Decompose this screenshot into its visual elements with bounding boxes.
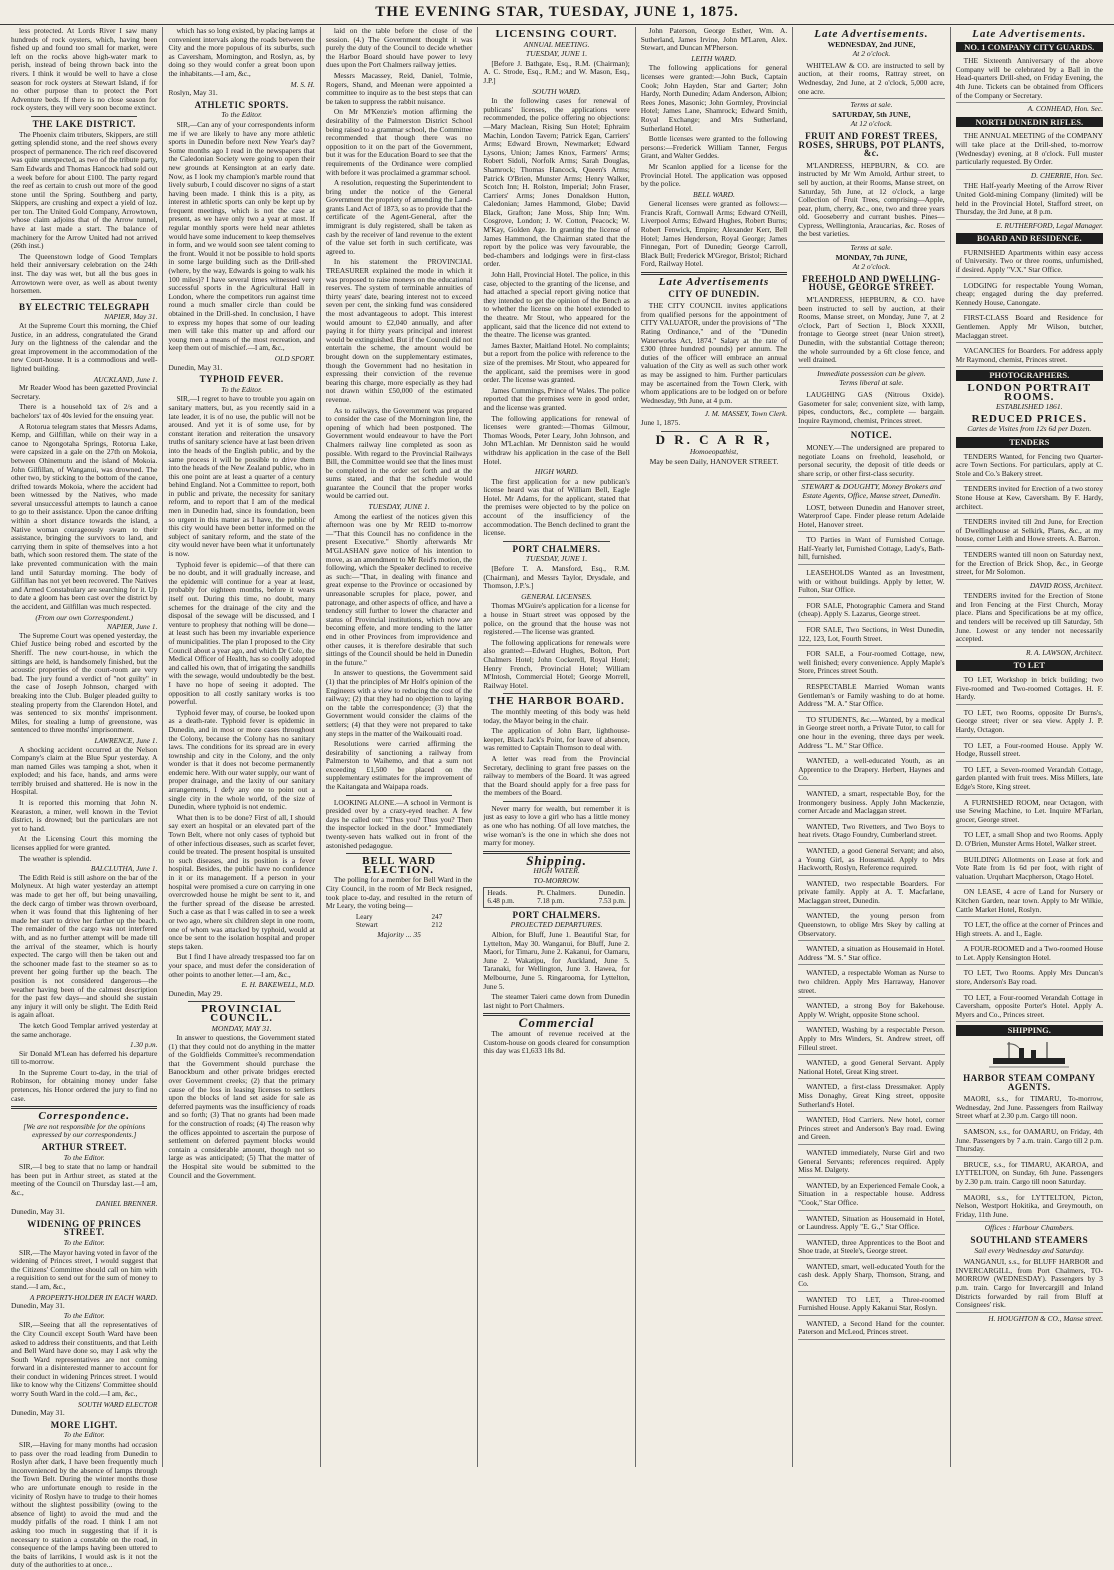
article-paragraph: The following applications for renewal of licenses were granted:—Thomas Gilmour, Thomas Woods, Peter Leary, John Johnson, and John M'Lachlan. Mr Denniston said he would withdraw his application in the case of the Bell Hotel. (483, 413, 630, 466)
advertisement: WANTED, a smart, respectable Boy, for the Ironmongery business. Apply John Mackenzie, corner Arcade and Maclaggan street. (798, 788, 944, 819)
letter-date: Roslyn, May 31. (168, 88, 218, 98)
subheading: HIGH WATER. (533, 866, 580, 876)
letter-heading: ARTHUR STREET. (41, 1142, 127, 1153)
divider (503, 693, 609, 694)
ad-date: SATURDAY, 5th JUNE, (832, 109, 911, 119)
letter-date: Dunedin, May 31. (11, 1301, 65, 1311)
letter-heading: WIDENING OF PRINCES STREET. (27, 1218, 142, 1238)
article-paragraph: As to railways, the Government was prepared to consider the case of the Mornington line, the opening of which had been postponed. The Government would endeavour to have the Port Chalmers railway line completed as soon as possible. With regard to the Provincial Railways Bill, the Committee would see that the lines must be completed in the order set forth and at the sums stated, and that the schedule would guarantee the Council that the proper works would be carried out. (325, 405, 473, 501)
advertisement: WANTED, Hod Carriers. New hotel, corner Princes street and Anderson's Bay road. Ewing and Green. (798, 1114, 944, 1145)
article-paragraph: [Before J. Bathgate, Esq., R.M. (Chairman); A. C. Strode, Esq., R.M.; and W. Mason, Esq., J.P.] (483, 58, 630, 85)
advertisement: FOR SALE, a Four-roomed Cottage, new, well finished; every convenience. Apply Maple's Store, Princes street South. (798, 648, 944, 679)
dateline: TUESDAY, JUNE 1. (525, 554, 588, 564)
heading-port-chalmers-shipping: PORT CHALMERS. (512, 909, 601, 920)
advertisement: FOR SALE, Two Sections, in West Dunedin, 122, 123, Lot, Fourth Street. (798, 624, 944, 646)
advertisement: TO STUDENTS, &c.—Wanted, by a medical in George street north, a Private Tutor, to call for one hour in the evening, three days per week. Address "L. M." Star Office. (798, 714, 944, 753)
advertisement: WANTED, smart, well-educated Youth for the cash desk. Apply Sharp, Thomson, Strang, and Co. (798, 1261, 944, 1292)
article-paragraph: The Edith Reid is still ashore on the bar of the Molyneux. At high water yesterday an attempt was made to get her off, but being unavailing, the deck cargo of timber was thrown overboard, when it was found that this lightening of her made her start to drive her farther up the beach. The remainder of the cargo was not interfered with, and as no further attempt will be made till the arrival of the steamer, which is hourly expected. The cargo will then be taken out and the schooner made fast to the steamer so as to prevent her going further up the beach. The position is not considered dangerous—the weather having been of the calmest description for the past few days—and should she sustain any injury it will only be slight. The Edith Reid is again afloat. (11, 872, 158, 1020)
advertisement: A FOUR-ROOMED and a Two-roomed House to Let. Apply Kensington Hotel. (956, 943, 1103, 965)
letter-signature: E. H. BAKEWELL, M.D. (241, 980, 315, 990)
advertisement: FURNISHED Apartments within easy access of University. Two or three rooms, unfurnished, if desired. Apply "V.X." Star Office. (956, 247, 1103, 278)
letter-date: Dunedin, May 29. (168, 988, 223, 998)
letter-signature: SOUTH WARD ELECTOR (78, 1399, 158, 1409)
departures-list: Albion, for Bluff, June 1. Beautiful Star, for Lyttelton, May 30. Wanganui, for Bluff, June 2. Maori, for Timaru, June 2. Kakanui, for Oamaru, June 2. Wakatipu, for Auckland, June 5. Taranaki, for Wellington, June 3. Hawea, for Melbourne, June 5. Ringarooma, for Lyttelton, June 5. (483, 930, 630, 991)
article-paragraph: On Mr M'Kenzie's motion affirming the desirability of the Palmerston District School being raised to a grammar school, the Committee recommended that though there was no opposition to it on the part of the Government, but it was for the Education Board to see that the requirements of the Ordinance were complied with before it was proclaimed a grammar school. (325, 107, 473, 177)
article-paragraph: The first application for a new publican's license heard was that of William Bell, Eagle Hotel. Mr Adams, for the applicant, stated that the premises were objected to by the police on account of the insufficiency of the accommodation. The Bench declined to grant the license. (483, 476, 630, 538)
tide-cell (537, 889, 576, 906)
divider (31, 116, 137, 117)
salutation: To the Editor. (63, 1310, 105, 1320)
column-5 (636, 27, 793, 1467)
heading-late-advertisements: Late Advertisements. (972, 28, 1087, 40)
heading-provincial-council: PROVINCIAL COUNCIL. (201, 1003, 283, 1024)
article-paragraph: The amount of revenue received at the Custom-house on goods cleared for consumption this day was £1,633 18s 8d. (483, 1028, 630, 1056)
letter-signature: OLD SPORT. (274, 353, 315, 363)
column-1 (6, 26, 163, 1570)
subheading: HIGH WARD. (534, 467, 579, 477)
article-paragraph: Messrs Macassey, Reid, Daniel, Tolmie, Rogers, Shand, and Meenan were appointed a committee to inquire as to the best steps that can be taken to suppress the rabbit nuisance. (325, 70, 473, 106)
advertisement: ON LEASE, 4 acre of Land for Nursery or Kitchen Garden, near town. Apply to Mr Wilkie, Cattle Market Hotel, Roslyn. (956, 886, 1103, 917)
heading-lake-district: THE LAKE DISTRICT. (32, 118, 136, 129)
article-paragraph: James Cummings, Prince of Wales. The police reported that the premises were in good order, and the license was granted. (483, 385, 630, 412)
article-paragraph: The following applications for general licenses were granted:—John Buck, Captain Cook; John Hayden, Star and Garter; John Hardy, North Dunedin; Adam Anderson, Albion; Rees Jones, Masonic; John Gormley, Provincial Hotel; James Lane, Shamrock; Edward Smith, Royal Exchange; and Mrs Sutherland, Sutherland Hotel. (640, 63, 788, 133)
advertisement: WANTED, a respectable Woman as Nurse to two children. Apply Mrs Harraway, Hanover street. (798, 967, 944, 998)
page-title: THE EVENING STAR, TUESDAY, JUNE 1, 1875. (375, 4, 739, 20)
ad-title: FREEHOLD AND DWELLING-HOUSE, GEORGE STREET. (802, 273, 941, 293)
ad-terms: Terms at sale. (850, 243, 893, 253)
article-paragraph: less protected. At Lords River I saw many hundreds of rock oysters, which, having been fished up and found too small for market, were left on the rocks above high-water mark to perish, instead of being thrown back into the rivers. I think it would be well to have a close season for rock oysters at Stewart Island, if for no other purpose than to protect the Port Adventure beds. If there is no close season for rock oysters, they will very soon become extinct. (11, 26, 158, 113)
reduced-prices: REDUCED PRICES. (971, 412, 1087, 425)
ad-office: Offices : Harbour Chambers. (984, 1223, 1074, 1233)
article-paragraph: A letter was read from the Provincial Secretary, declining to grant free passes on the railway to members of the Board. It was agreed that the Board should apply for a free pass for the members of the Board. (483, 753, 630, 798)
advertisement: MAORI, s.s., for LYTTELTON, Picton, Nelson, Westport Hokitika, and Greymouth, on Friday, 11th June. (956, 1192, 1103, 1223)
advertisement: WANTED immediately, Nurse Girl and two General Servants; references required. Apply Miss M. Dalgety. (798, 1147, 944, 1178)
salutation: To the Editor. (63, 1152, 105, 1162)
heading-photographers: PHOTOGRAPHERS. (956, 370, 1103, 381)
letter-text: SIR,—The Mayor having voted in favor of the widening of Princes street, I would suggest that the Citizens' Committee should call on him with a requisition to send out for the sum of money to stand.—I am, &c., (11, 1247, 158, 1291)
letter-text: SIR,—Having for many months had occasion to pass over the road leading from Dunedin to Roslyn after dark, I have been frequently much inconvenienced by the absence of lamps through the Town Belt. During the winter months those who are unfortunate enough to reside in the vicinity of Roslyn have to trudge to their homes without the slightest possibility (owing to the absence of light) to avoid the mud and the muddy pitfalls of the road. I think I am not asking too much in suggesting that if it is necessary to station a constable on the road, in consequence of the lamps having been uttered to the baits of larrikins, I would ask is it not the duty of the authorities to at once... (11, 1440, 158, 1570)
subheading: BELL WARD. (692, 189, 735, 199)
tide-table (483, 887, 629, 908)
poll-row (326, 913, 472, 922)
divider (641, 272, 787, 275)
article-paragraph: A Rotorua telegram states that Messrs Adams, Kemp, and Gilfillan, while on their way in a canoe to Ngongotaha Springs, Rotorua Lake, were capsized in a gale on the 27th on Mokoia, between Ohinemutu and the island of Mokoia. John Gilfillan, of Wanganui, was drowned. The other two, by sticking to the bottom of the canoe, drifted towards Mokoia, where the accident had been witnessed by the Natives, who made several unsuccessful attempts to launch a canoe to go to their assistance. Upon the canoe drifting within a short distance towards the island, a Native woman courageously swam to their assistance, bringing the survivors to land, and carrying them in spite of themselves into a hot bath, which soon restored them. The state of the lake prevented communication with the main land until Saturday morning. The body of Gilfillan has not yet been recovered. The Natives and Armed Constabulary are searching for it. Up to date a gloom has been cast over the district by the accident, and Gilfillan was much respected. (11, 421, 158, 611)
ad-signature: J. M. MASSEY, Town Clerk. (704, 409, 788, 419)
tide-time: 7.53 p.m. (598, 897, 626, 906)
letter-text: SIR,—I regret to have to trouble you again on sanitary matters, but, as you recently said in a late leader, it is of no use, the public will not be aroused. And yet it is of some use, for by constant iteration and reiteration the unsavory truths of sanitary science have at last been driven into the heads of the English public, and by the same process it will be possible to drive them into the heads of the New Zealand public, who in this one point are at least a quarter of a century behind England. Not a Committee to report, both in public and private, the necessity for sanitary reform, and to report that I am of the medical men in Dunedin had, since its foundation, been so urgent in this matter as I have, the public of this city would have been better informed on the subject of sanitary reform, and the state of the city would never have been what it unfortunately is now. (168, 394, 315, 559)
advertisement: WANTED, a first-class Dressmaker. Apply Miss Donaghy, Great King street, opposite Sutherland's Hotel. (798, 1081, 944, 1112)
heading-port-chalmers: PORT CHALMERS. (512, 543, 601, 554)
salutation: To the Editor. (63, 1237, 105, 1247)
london-portrait-rooms-est: ESTABLISHED 1861. (996, 402, 1063, 412)
advertisement: WANTED, a situation as Housemaid in Hotel. Address "M. S." Star office. (798, 943, 944, 965)
article-paragraph: A resolution, requesting the Superintendent to bring under the notice of the General Government the propriety of amending the Land-grants Land Act of 1873, so as to provide that the certificate of the Agent-General, after the immigrant is duly registered, shall be taken as cash by the receiver of land revenue to the extent of the value set forth in such certificate, was agreed to. (325, 178, 473, 256)
advertisement: WANTED, Washing by a respectable Person. Apply to Mrs Winders, St. Andrew street, off Filleul street. (798, 1024, 944, 1055)
column-2 (163, 27, 320, 1467)
tide-place: Pt. Chalmers. (537, 888, 576, 897)
dateline: 1.30 p.m. (129, 1040, 158, 1050)
article-paragraph: Bottle licenses were granted to the following persons:—Frederick William Tanner, Fergus Grant, and Walter Geddes. (640, 134, 788, 161)
letter-text: Typhoid fever may, of course, be looked upon as a death-rate. Typhoid fever is epidemic in Dunedin, and in most or more cases throughout the Colony, because the Colony has no sanitary laws. The conditions for its spread are in every township and city in the Colony, and the only wonder is that it does not become permanently endemic here. With our water supply, our want of proper drainage, and the laxity of our sanitary arrangements, I defy any one to point out a single city in the whole world, of the size of Dunedin, where typhoid is not endemic. (168, 707, 315, 812)
advertisement: WANTED, a strong Boy for Bakehouse. Apply W. Wright, opposite Stone school. (798, 1000, 944, 1022)
heading-city-guards: NO. 1 COMPANY CITY GUARDS. (956, 42, 1103, 53)
article-paragraph: John Hall, Provincial Hotel. The police, in this case, objected to the granting of the license, and had attached a special report giving notice that they intended to get the opinion of the Bench as to whether the license on the hotel extended to the theatre. Mr Stout, who appeared for the applicant, said that the licence did not extend to the theatre. The license was granted. (483, 270, 630, 340)
subheading: TO-MORROW. (533, 876, 580, 886)
column-6 (793, 27, 950, 1467)
tide-place: Heads. (487, 888, 508, 897)
letter-signature: A PROPERTY-HOLDER IN EACH WARD. (29, 1292, 158, 1302)
letter-text: SIR,—I beg to state that no lamp or handrail has been put in Arthur street, as stated at the meeting of the Council on Thursday last.—I am, &c., (11, 1162, 158, 1197)
heading-city-of-dunedin: CITY OF DUNEDIN. (668, 288, 760, 299)
advertisement: THE ANNUAL MEETING of the COMPANY will take place at the Drill-shed, to-morrow (Wednesday) evening, at 8 o'clock. Full muster particularly requested. By Order. (956, 130, 1103, 169)
article-paragraph: In answer to questions, the Government stated (1) that they could not do anything in the matter of the Goldfields Committee's recommendation that the Government should purchase the Banockburn and other private bridges erected over Government creeks; (2) that the primary cause of the loss in leasing licenses to settlers upon the blocks of land set aside for sale as deferred payments was the insufficiency of roads and so forth; (3) That no grants had been made for the construction of roads; (4) The reason why the offices appointed to ascertain the purpose of settlement on deferred payment blocks would contain a considerable amount, though not so large as was anticipated; (5) That the matter of the Hospital site would be submitted to the Council and the Government. (168, 1033, 315, 1180)
heading-shipping: Shipping. (526, 852, 587, 868)
article-paragraph: Mr Scanlon applied for a license for the Provincial Hotel. The application was opposed by the police. (640, 161, 788, 189)
advertisement: MONEY.—The undersigned are prepared to negotiate Loans on freehold, leasehold, or personal security, the deposit of title deeds or share scrip, or other first-class security. (798, 442, 944, 481)
dateline: NAPIER, June 1. (106, 622, 158, 632)
subheading: GENERAL LICENSES. (521, 591, 592, 601)
advertisement: WHITELAW & CO. are instructed to sell by auction, at their rooms, Rattray street, on Wednesday, 2nd June, at 2 o'clock, 5,000 acre, one acre. (798, 60, 944, 99)
advertisement: WANTED, a good General Servant; and also, a Young Girl, as Housemaid. Apply to Mrs Hackworth, Roslyn, Reference required. (798, 845, 944, 876)
letter-date: Dunedin, May 31. (168, 362, 223, 372)
advertisement: WANTED TO LET, a Three-roomed Furnished House. Apply Kakanui Star, Roslyn. (798, 1294, 944, 1316)
poll-name: Leary (355, 912, 373, 921)
article-paragraph: The Phoenix claim tributers, Skippers, are still getting splendid stone, and the reef shows every prospect of permanence. The rich reef discovered was quite unexpected, as two of the tribute party, Sam Edwards and Thomas Hancock had sold out a week before for about £100. The party regard the reef as certain to crush out more of the good stone until the Spring. Southberg and party, Skippers, are crushing and expect a yield of loz. per ton. The United Gold Company, Arrowtown, whose claim adjoins that of the Arrow tunnel, have at last made a start. The balance of machinery for the Arrow United had not arrived (26th inst.) (11, 129, 158, 251)
advertisement: WANTED, Two Rivetters, and Two Boys to heat rivets. Otago Foundry, Cumberland street. (798, 821, 944, 843)
heading-north-dunedin-rifles: NORTH DUNEDIN RIFLES. (956, 117, 1103, 128)
heading-licensing-court: LICENSING COURT. (495, 28, 618, 40)
divider (11, 1106, 157, 1109)
carte-prices: Cartes de Visites from 12s 6d per Dozen. (967, 424, 1092, 434)
article-paragraph: The ketch Good Templar arrived yesterday at the same anchorage. (11, 1020, 158, 1039)
heading-harbor-steam: HARBOR STEAM COMPANY AGENTS. (963, 1073, 1096, 1092)
advertisement: M'LANDRESS, HEPBURN, & CO. have been instructed to sell by auction, at their Rooms, Manse street, on Monday, June 7, at 2 o'clock, Part of Section 1, Block XXXII, frontage to George street (near Union street), Dunedin, with the substantial Cottage thereon; the whole surrounded by a 6ft close fence, and well drained. (798, 294, 944, 368)
article-paragraph: The application of John Barr, lighthouse-keeper, Black Jack's Point, for leave of absence, was remitted to Captain Thomson to deal with. (483, 726, 630, 753)
article-paragraph: The weather is splendid. (19, 853, 92, 863)
article-paragraph: John Paterson, George Esther, Wm. A. Sutherland, James Irvine, John M'Laren, Alex. Stewart, and Duncan M'Pherson. (640, 26, 788, 53)
ad-time: At 12 o'clock. (850, 119, 893, 129)
column-7 (951, 27, 1108, 1467)
column-4 (478, 27, 635, 1467)
dateline: TUESDAY, JUNE 1. (368, 502, 430, 512)
divider (503, 801, 609, 802)
tide-place: Dunedin. (598, 888, 626, 897)
letter-heading: TYPHOID FEVER. (199, 374, 284, 385)
advertisement: TO LET, Two Rooms. Apply Mrs Duncan's store, Anderson's Bay road. (956, 967, 1103, 989)
subheading: PROJECTED DEPARTURES. (510, 920, 603, 930)
article-paragraph: Thomas M'Guire's application for a license for a house in Stuart street was opposed by the police, on the ground that the house was not registered.—The license was granted. (483, 601, 630, 637)
subheading: ANNUAL MEETING. (523, 39, 590, 49)
heading-bell-ward-election: BELL WARD ELECTION. (362, 855, 437, 876)
letter-text: SIR,—Can any of your correspondents inform me if we are likely to have any more athletic sports in Dunedin before next New Year's day? Some months ago I read in the newspapers that the Caledonian Society were going to open their new grounds at Kensington at an early date. Now, as I look my champion's marble round that lively suburb, I could discover no signs of a start having been made. I think this is a pity, as interest in athletic sports can only be kept up by frequent meetings, which is not the case at present, as we have only two a year at most. If regular monthly sports were held near athletes would have some inducement to keep themselves in form, and we would soon see talent coming to the front. Would it not be possible to hold sports in some large building such as the Drill-shed (where, by the way, Edwards is going to walk his 100 miles)? I have several times witnessed very successful sports in the Agricultural Hall in London, where the competitors run against time round a much smaller circle than could be obtained in the Drill-shed. In conclusion, I have to express my hopes that some of our leading men will take this matter up and afford our young men a means of the most recreation, and keep them out of mischief.—I am, &c., (168, 119, 315, 353)
salutation: To the Editor. (221, 110, 263, 120)
article-paragraph: The polling for a member for Bell Ward in the City Council, in the room of Mr Beck resigned, took place to-day, and resulted in the return of Mr Leary, the voting being— (325, 875, 473, 911)
advertisement: WANTED, two respectable Boarders. For private family. Apply at A. T. Macfarlane, Maclaggan street, Dunedin. (798, 878, 944, 909)
ad-terms: Terms at sale. (850, 100, 893, 110)
ad-note: Immediate possession can be given. (817, 368, 926, 378)
advertisement: BUILDING Allotments on Lease at fork and Vote Rate from 1s 6d per foot, with right of valuation. Urquhart Macpherson, Otago Hotel. (956, 854, 1103, 885)
heading-correspondence: Correspondence. (38, 1110, 131, 1123)
advertisement: TENDERS wanted till noon on Saturday next, for the Erection of Brick Shop, &c., in George street, for Mr Solomon. (956, 549, 1103, 580)
letter-heading: ATHLETIC SPORTS. (194, 99, 289, 110)
divider (346, 795, 452, 796)
dr-carr-address: May be seen Daily, HANOVER STREET. (649, 456, 779, 466)
advertisement: RESPECTABLE Married Woman wants Gentleman's or Family washing to do at home. Address "M. A." Star Office. (798, 681, 944, 712)
ad-signature: H. HOUGHTON & CO., Manse street. (988, 1313, 1103, 1323)
article-paragraph: laid on the table before the close of the session. (4.) The Government thought it was purely the duty of the Council to decide whether the Harbor Board should have power to levy dues upon the Port Chalmers railway jetties. (325, 26, 473, 70)
ad-signature: E. RUTHERFORD, Legal Manager. (996, 220, 1103, 230)
advertisement: TO LET, a small Shop and two Rooms. Apply D. O'Brien, Munster Arms Hotel, Walker street. (956, 829, 1103, 851)
dateline: MONDAY, MAY 31. (211, 1023, 272, 1033)
advertisement: M'LANDRESS, HEPBURN, & CO. are instructed by Mr Wm Arnold, Arthur street, to sell by auction, at their Rooms, Manse street, on Saturday, 5th June, at 12 o'clock, a large Collection of Fruit Trees, comprising—Apple, pear, plum, cherry, &c., one, two and three years old. Gooseberry and currant bushes. Pines—Cypress, Wellingtonia, Araucarias, &c. Roses of the best varieties. (798, 160, 944, 242)
heading-to-let: TO LET (956, 660, 1103, 671)
salutation: To the Editor. (221, 384, 263, 394)
letter-heading: MORE LIGHT. (50, 1419, 118, 1430)
tide-time: 7.18 p.m. (537, 897, 565, 906)
letter-text: But I find I have already trespassed too far on your space, and must defer the consideration of other points to another letter.—I am, &c., (168, 952, 315, 979)
heading-shipping: SHIPPING. (956, 1025, 1103, 1036)
advertisement: VACANCIES for Boarders. For address apply Mr Raymond, chemist, Princes street. (956, 345, 1103, 367)
tide-cell (599, 889, 626, 906)
heading-board-and-residence: BOARD AND RESIDENCE. (956, 233, 1103, 244)
advertisement: THE Sixteenth Anniversary of the above Company will be celebrated by a Ball in the Head-quarters Drill-shed, on Friday Evening, the 4th June. Tickets can be obtained from Officers of the Company or Secretary. (956, 55, 1103, 103)
heading-tenders: TENDERS (956, 437, 1103, 448)
advertisement: TENDERS Wanted, for Fencing two Quarter-acre Town Sections. For particulars, apply at C. Stole and Co.'s Bakery street. (956, 451, 1103, 482)
advertisement: TENDERS invited for Erection of a two storey Stone House at Kew, Caversham. By F. Hardy, architect. (956, 483, 1103, 514)
article-paragraph: At the Supreme Court this morning, the Chief Justice, in an address, congratulated the Grand Jury on the lightness of the calendar and the great improvement in the accommodation of the new Court-house. It is a commodious and well-lighted building. (11, 321, 158, 373)
advertisement: TO LET, a Seven-roomed Verandah Cottage, garden planted with fruit trees. Miss Millers, late Edge's Store, King street. (956, 764, 1103, 795)
letter-text: SIR,—Seeing that all the representatives of the City Council except South Ward have been asked to address their constituents, and that Leith and Bell Ward have done so, may I ask why the South Ward representatives are not coming forward in a disinterested manner to account for their conduct in widening Princes street. I would like to know why the Citizens' Committee should worry South Ward in the cold.—I am, &c., (11, 1320, 158, 1399)
heading-telegraph: BY ELECTRIC TELEGRAPH (18, 301, 150, 312)
ad-date: June 1, 1875. (640, 417, 681, 427)
advertisement: THE CITY COUNCIL invites applications from qualified persons for the appointment of CITY VALUATOR, under the provisions of "The Rating Ordinance," and of the "Dunedin Waterworks Act, 1874." Salary at the rate of £300 (three hundred pounds) per annum. The duties of the officer will embrace an annual valuation of the City as well as such other work as may be assigned to him. Further particulars may be ascertained from the Town Clerk, with whom applications are to be lodged on or before Wednesday, 9th June, at 4 p.m. (641, 300, 787, 408)
letter-text: What then is to be done? First of all, I should say exert an hospital or an elevated part of the Town Belt, where not only cases of typhoid but of other infectious diseases, such as scarlet fever, could be treated. The present hospital is unsuited to such diseases, and its position is a fever hospital. Besides, the public have no confidence in it or its management. If a person in your hospital were promised a cure on carrying in one overcrowded house he might be sent to it, and the further spread of the disease be arrested. Such a case as that I was called in to see a week or two ago, where six children slept in one room, one of whom was attacked by typhoid, would at once be sent to the isolation hospital and proper steps taken. (168, 812, 315, 951)
advertisement: TO LET, Workshop in brick building; two Five-roomed and Two-roomed Cottages. H. F. Hardy. (956, 674, 1103, 705)
heading-harbor-board: THE HARBOR BOARD. (488, 695, 625, 708)
ad-terms: Terms liberal at sale. (839, 378, 904, 388)
advertisement: TENDERS invited for the Erection of Stone and Iron Fencing at the First Church, Moray place. Plans and Specifications be at my office, and tenders will be received up till Saturday, 5th June. Lowest or any tender not necessarily accepted. (956, 590, 1103, 647)
divider (503, 541, 609, 542)
article-paragraph: A shocking accident occurred at the Nelson Company's claim at the Blue Spur yesterday. A man named Giles was tamping a shot, when it exploded; and his face, hands, and arms were terribly bruised and shattered. He is now in the Hospital. (11, 744, 158, 797)
article-paragraph: Sir Donald M'Lean has deferred his departure till to-morrow. (11, 1048, 158, 1067)
poll-majority: Majority ... 35 (377, 929, 421, 939)
letter-text: Typhoid fever is epidemic—of that there can be no doubt, and it will gradually increase, and the epidemic will continue for a year at least, probably for eighteen months, before it wears itself out. During this time, no doubt, many schemes for the drainage of the city and the disposal of the sewage will be discussed, and I venture to prophesy that nothing will be done—at least such has been my invariable experience of municipalities. The plan I proposed to the City Council about a year ago, and which Dr Cole, the Medical Officer of Health, has so coolly adopted and called his own, that of irrigating the sandhills with the sewage, would undoubtedly be the best. I have no hope of seeing it adopted. The opposition to all costly sanitary works is too powerful. (168, 559, 315, 707)
advertisement: FIRST-CLASS Board and Residence for Gentlemen. Apply Mr Wilson, butcher, Maclaggan street. (956, 312, 1103, 343)
advertisement: WANTED, a Second Hand for the counter. Paterson and McLeod, Princes street. (798, 1318, 944, 1340)
ad-date: MONDAY, 7th JUNE, (835, 252, 908, 262)
article-paragraph: Mr Reader Wood has been gazetted Provincial Secretary. (11, 383, 158, 401)
advertisement: WANTED, the young person from Queenstown, to oblige Mrs Skey by calling at Observatory. (798, 910, 944, 941)
ad-signature: A. CONHEAD, Hon. Sec. (1027, 104, 1103, 114)
advertisement: SAMSON, s.s., for OAMARU, on Friday, 4th June. Passengers by 7 a.m. train. Cargo till 2 p.m. Thursday. (956, 1126, 1103, 1157)
advertisement: LAUGHING GAS (Nitrous Oxide). Gasometer for sale; convenient size, with lamp, pipes, conductors, &c., complete — bargain. Inquire Raymond, chemist, Princes street. (798, 389, 944, 428)
correspondent-note: (From our own Correspondent.) (35, 612, 134, 622)
article-paragraph: It is reported this morning that John N. Kearaston, a miner, well known in the Teviot district, is drowned; but the particulars are not yet to hand. (11, 798, 158, 833)
advertisement: TO LET, a Four-roomed House. Apply W. Hodge, Russell street. (956, 740, 1103, 762)
ad-signature: STEWART & DOUGHTY, Money Brokers and Estate Agents, Office, Manse street, Dunedin. (801, 482, 942, 500)
advertisement: TO Parties in Want of Furnished Cottage. Half-Yearly let, Furnished Cottage, Lady's, Bath-hill, furnished. (798, 534, 944, 565)
tide-cell (487, 889, 514, 906)
letter-date: Dunedin, May 31. (11, 1408, 65, 1418)
heading-commercial: Commercial (518, 1015, 595, 1031)
advertisement: TO LET, two Rooms, opposite Dr Burns's, George street; river or sea view. Apply J. P. Hardy, Octagon. (956, 707, 1103, 738)
advertisement: WANTED, a good General Servant. Apply National Hotel, Great King street. (798, 1057, 944, 1079)
article-paragraph: LOOKING ALONE.—A school in Vermont is presided over by a crazy-eyed teacher. A few days he called out: "Thus you? Thus you? Then the inspector locked in the door." Immediately twenty-seven hats walked out in front of the astonished pedagogue. (325, 797, 473, 850)
ad-signature: DAVID ROSS, Architect. (1029, 580, 1103, 590)
article-paragraph: Among the earliest of the notices given this afternoon was one by Mr REID to-morrow—"That this Council has no confidence in the present Executive." Shortly afterwards Mr M'GLASHAN gave notice of his intention to move, as an amendment to Mr Reid's motion, the following, which the Speaker declined to receive as such:—"That, in dealing with finance and great expense to the Province or occasioned by unreasonable scruples for place, power, and patronage, and other aspects of office, and have a tendency still further to lower the character and status of Provincial institutions, which now are becoming effete, and more tending to the latter end in other Provinces from improvidence and other causes, it is therefore desirable that such sittings of the Council should be held in Dunedin in the future." (325, 511, 473, 667)
advertisement: LODGING for respectable Young Woman, cheap; engaged during the day preferred. Kennedy House, Canongate. (956, 280, 1103, 311)
heading-notice: NOTICE. (850, 430, 893, 441)
ad-title: FRUIT AND FOREST TREES, ROSES, SHRUBS, POT PLANTS, &c. (798, 130, 945, 159)
advertisement: WANTED, Situation as Housemaid in Hotel, or Laundress. Apply "E. G.," Star Office. (798, 1213, 944, 1235)
london-portrait-rooms-title: LONDON PORTRAIT ROOMS. (967, 382, 1092, 403)
advertisement: LEASEHOLDS Wanted as an Investment, with or without buildings. Apply by letter, W. Fulton, Star Office. (798, 567, 944, 598)
steamship-icon (956, 1040, 1103, 1070)
subheading: LEITH WARD. (691, 53, 737, 63)
advertisement: THE Half-yearly Meeting of the Arrow River United Gold-mining Company (limited) will be held in the Provincial Hotel, Stafford street, on Thursday, the 3rd June, at 8 p.m. (956, 180, 1103, 219)
ad-note: Sail every Wednesday and Saturday. (974, 1245, 1085, 1255)
advertisement: LOST, between Dunedin and Hanover street, Waterproof Cape. Finder please return Adelaide Hotel, Hanover street. (798, 502, 944, 533)
article-paragraph: James Baxter, Maitland Hotel. No complaints; but a report from the police with reference to the size of the premises. Mr Stout, who appeared for the applicant, said the premises were in good order. The license was granted. (483, 340, 630, 385)
article-paragraph: Never marry for wealth, but remember it is just as easy to love a girl who has a little money as one who has nothing. Of all love matches, the wise woman's is the one in which she does not marry for money. (483, 803, 630, 848)
dr-carr-title: Homoeopathist, (689, 447, 739, 457)
advertisement: TO LET, a Four-roomed Verandah Cottage in Caversham, opposite Porter's Hotel. Apply A. Myers and Co., Princes street. (956, 992, 1103, 1023)
ad-signature: D. CHERRIE, Hon. Sec. (1030, 170, 1103, 180)
article-paragraph: The monthly meeting of this body was held today, the Mayor being in the chair. (483, 706, 630, 725)
ad-date: WEDNESDAY, 2nd JUNE, (827, 39, 916, 49)
dr-carr-name: D R. C A R R, (655, 431, 773, 447)
ad-time: At 2 o'clock. (852, 262, 891, 272)
dateline: NAPIER, May 31. (104, 312, 158, 322)
article-paragraph: In the following cases for renewal of publicans' licenses, the applications were recommended, the police offering no objections:—Mary Maclean, Rising Sun Hotel; Ephraim Machin, London Tavern; Patrick Egan, Carriers' Arms; Edward Brown, Newmarket; Edward Lysons, Union; James Knox, Farmers' Arms; Robert Sidoli, Norfolk Arms; Sarah Douglas, Shamrock; Thomas Hancock, Queen's Arms; Patrick O'Brien, Munster Arms; Henry Walker, Scotch Inn; H. Rolston, Imperial; John Fraser, Carriers' Arms; Jones Donaldson Hutton, Caledonian; James Hammond, Globe; David Black, Grafton; Jane Moss, Ship Inn; Wm. Cosgrove, London; J. W. Cotton, Peacock; W. M'Kay, Golden Age. In granting the license of James Hammond, the Chairman stated that the report by the police was very favourable, the bed-chambers and lodgings were in first-class order. (483, 96, 630, 269)
article-paragraph: The Supreme Court was opened yesterday, the Chief Justice being robed and escorted by the Sheriff. The new court-house, in which the sittings are held, is handsomely finished, but the acoustic properties of the court-room are very bad. The jury found a verdict of "not guilty" in the case of Joseph Johnson, charged with breaking into the Club. Bulger pleaded guilty to stealing property from the Clarendon Hotel, and was sentenced to six months' imprisonment. Miles, for stealing a lump of greenstone, was sentenced to three months' imprisonment. (11, 630, 158, 735)
dateline: BALCLUTHA, June 1. (90, 864, 158, 874)
article-paragraph: There is a household tax of 2/s and a bachelors' tax of 40s levied for the ensuing year. (11, 402, 158, 420)
letter-signature: M. S. H. (290, 79, 315, 89)
article-paragraph: Resolutions were carried affirming the desirability of sanctioning a railway from Palmerston to Waihemo, and that a sum not exceeding £1,500 be placed on the supplementary estimates for the improvement of the Kaitangata and Waipapa roads. (325, 739, 473, 792)
advertisement: MAORI, s.s., for TIMARU, To-morrow, Wednesday, 2nd June. Passengers from Railway Street wharf at 2.30 p.m. Cargo till noon. (956, 1093, 1103, 1124)
dateline: LAWRENCE, June 1. (94, 735, 158, 745)
salutation: To the Editor. (63, 1430, 105, 1440)
article-paragraph: At the Licensing Court this morning the licenses applied for were granted. (11, 834, 158, 853)
heading-late-advertisements: Late Advertisements. (814, 28, 929, 40)
poll-votes: 212 (431, 921, 443, 930)
article-paragraph: In the Supreme Court to-day, in the trial of Robinson, for obtaining money under false pretences, his Honor ordered the jury to find no case. (11, 1067, 158, 1103)
letter-text: which has so long existed, by placing lamps at convenient intervals along the roads between the City and the more populous of its suburbs, such as Caversham, Mornington, and Roslyn, as, by doing so they would confer a great boon upon the inhabitants.—I am, &c., (168, 26, 315, 78)
divider (346, 853, 452, 854)
dateline: AUCKLAND, June 1. (93, 374, 158, 384)
heading-southland-steamers: SOUTHLAND STEAMERS (970, 1234, 1089, 1245)
article-paragraph: The Queenstown lodge of Good Templars held their anniversary celebration on the 24th inst. The day was wet, but all the bus goes in Arrowtown were over, as well as about twenty horsemen. (11, 251, 158, 296)
poll-row (326, 921, 472, 930)
poll-name: Stewart (355, 921, 378, 930)
ad-signature: R. A. LAWSON, Architect. (1025, 647, 1103, 657)
article-paragraph: In his statement the PROVINCIAL TREASURER explained the mode in which it was proposed to raise moneys on the educational reserves. The system of terminable annuities of thirty years' date, bearing interest not to exceed seven per cent, the sinking fund was considered the most advantageous to adopt. This interest would amount to £2,040 annually, and after paying it for thirty years principal and interest would be extinguished. But if the Council did not entertain the scheme, the amount would be brought down on the supplementary estimates, though the Government had no hesitation in expressing their conviction of the revenue bearing this charge, more especially as they had not drawn within £50,000 of the estimated revenue. (325, 257, 473, 404)
article-paragraph: General licenses were granted as follows:—Francis Kraft, Cornwall Arms; Edward O'Neill, Liverpool Arms; Edward Hughes, Robert Burns; Robert Fenwick, Empire; Alexander Kerr, Bell Hotel; James Henderson, Royal George; James Finnegan, Port of Dunedin; George Carroll, Black Bull; Frederick M'Gregor, Bristol; Richard Ford, Railway Hotel. (640, 199, 788, 269)
divider (188, 1001, 294, 1002)
ad-time: At 2 o'clock. (852, 49, 891, 59)
advertisement: TENDERS invited till 2nd June, for Erection of Dwellinghouse at Selkirk, Plans, &c., at my house, corner Leith and Howe streets. A. Barron. (956, 516, 1103, 547)
poll-votes: 247 (431, 912, 443, 921)
advertisement: WANGANUI, s.s., for BLUFF HARBOR and INVERCARGILL, from Port Chalmers, TO-MORROW (WEDNESDAY). Passengers by 3 p.m. train. Cargo for Invercargill and Inland Districts forwarded by rail from Bluff at Consignees' risk. (956, 1256, 1103, 1313)
letter-date: Dunedin, May 31. (11, 1207, 65, 1217)
advertisement: WANTED, by an Experienced Female Cook, a Situation in a respectable house. Address "Cook," Star Office. (798, 1180, 944, 1211)
advertisement: FOR SALE, Photographic Camera and Stand (cheap). Apply S. Lazarus, George street. (798, 600, 944, 622)
advertisement: WANTED, three Apprentices to the Boot and Shoe trade, at Steele's, George street. (798, 1237, 944, 1259)
tide-time: 6.48 p.m. (487, 897, 515, 906)
dateline: TUESDAY, JUNE 1. (525, 49, 588, 59)
advertisement: TO LET, the office at the corner of Princes and High streets. A. and I., Eagle. (956, 919, 1103, 941)
article-paragraph: In answer to questions, the Government said (1) that the principles of Mr Holt's opinion of the Engineers with a view to reducing the cost of the railway; (2) that they had no objection to laying on the table the correspondence; (3) that the Government would consider the claims of the settlers; (4) that they were not prepared to take any steps in the matter of the Waikouaiti road. (325, 668, 473, 738)
masthead (0, 0, 1114, 25)
subheading: SOUTH WARD. (532, 86, 581, 96)
advertisement: A FURNISHED ROOM, near Octagon, with use Sewing Machine, to Let. Inquire M'Farlan, grocer, George street. (956, 797, 1103, 828)
article-paragraph: [Before T. A. Mansford, Esq., R.M. (Chairman), and Messrs Taylor, Drysdale, and Thomson, J.P.'s.] (483, 564, 630, 591)
advertisement: WANTED, a well-educated Youth, as an Apprentice to the Drapery. Herbert, Haynes and Co. (798, 755, 944, 786)
disclaimer: [We are not responsible for the opinions expressed by our correspondents.] (23, 1121, 146, 1140)
article-paragraph: The following applications for renewals were also granted:—Edward Hughes, Bolton, Port Chalmers Hotel; John Cockerell, Royal Hotel; Henry French, Provincial Hotel; William M'Intosh, Commercial Hotel; George Morrell, Railway Hotel. (483, 637, 630, 690)
columns (6, 26, 1108, 1570)
heading-late-advertisements: Late Advertisements (658, 276, 770, 289)
advertisement: BRUCE, s.s., for TIMARU, AKAROA, and LYTTELTON, on Sunday, 6th June. Passengers by 2.30 p.m. train. Cargo till noon Saturday. (956, 1159, 1103, 1190)
divider (31, 299, 137, 300)
column-3 (321, 27, 478, 1467)
article-paragraph: The steamer Taieri came down from Dunedin last night to Port Chalmers. (483, 992, 630, 1010)
letter-signature: DANIEL BRENNER. (95, 1198, 158, 1208)
